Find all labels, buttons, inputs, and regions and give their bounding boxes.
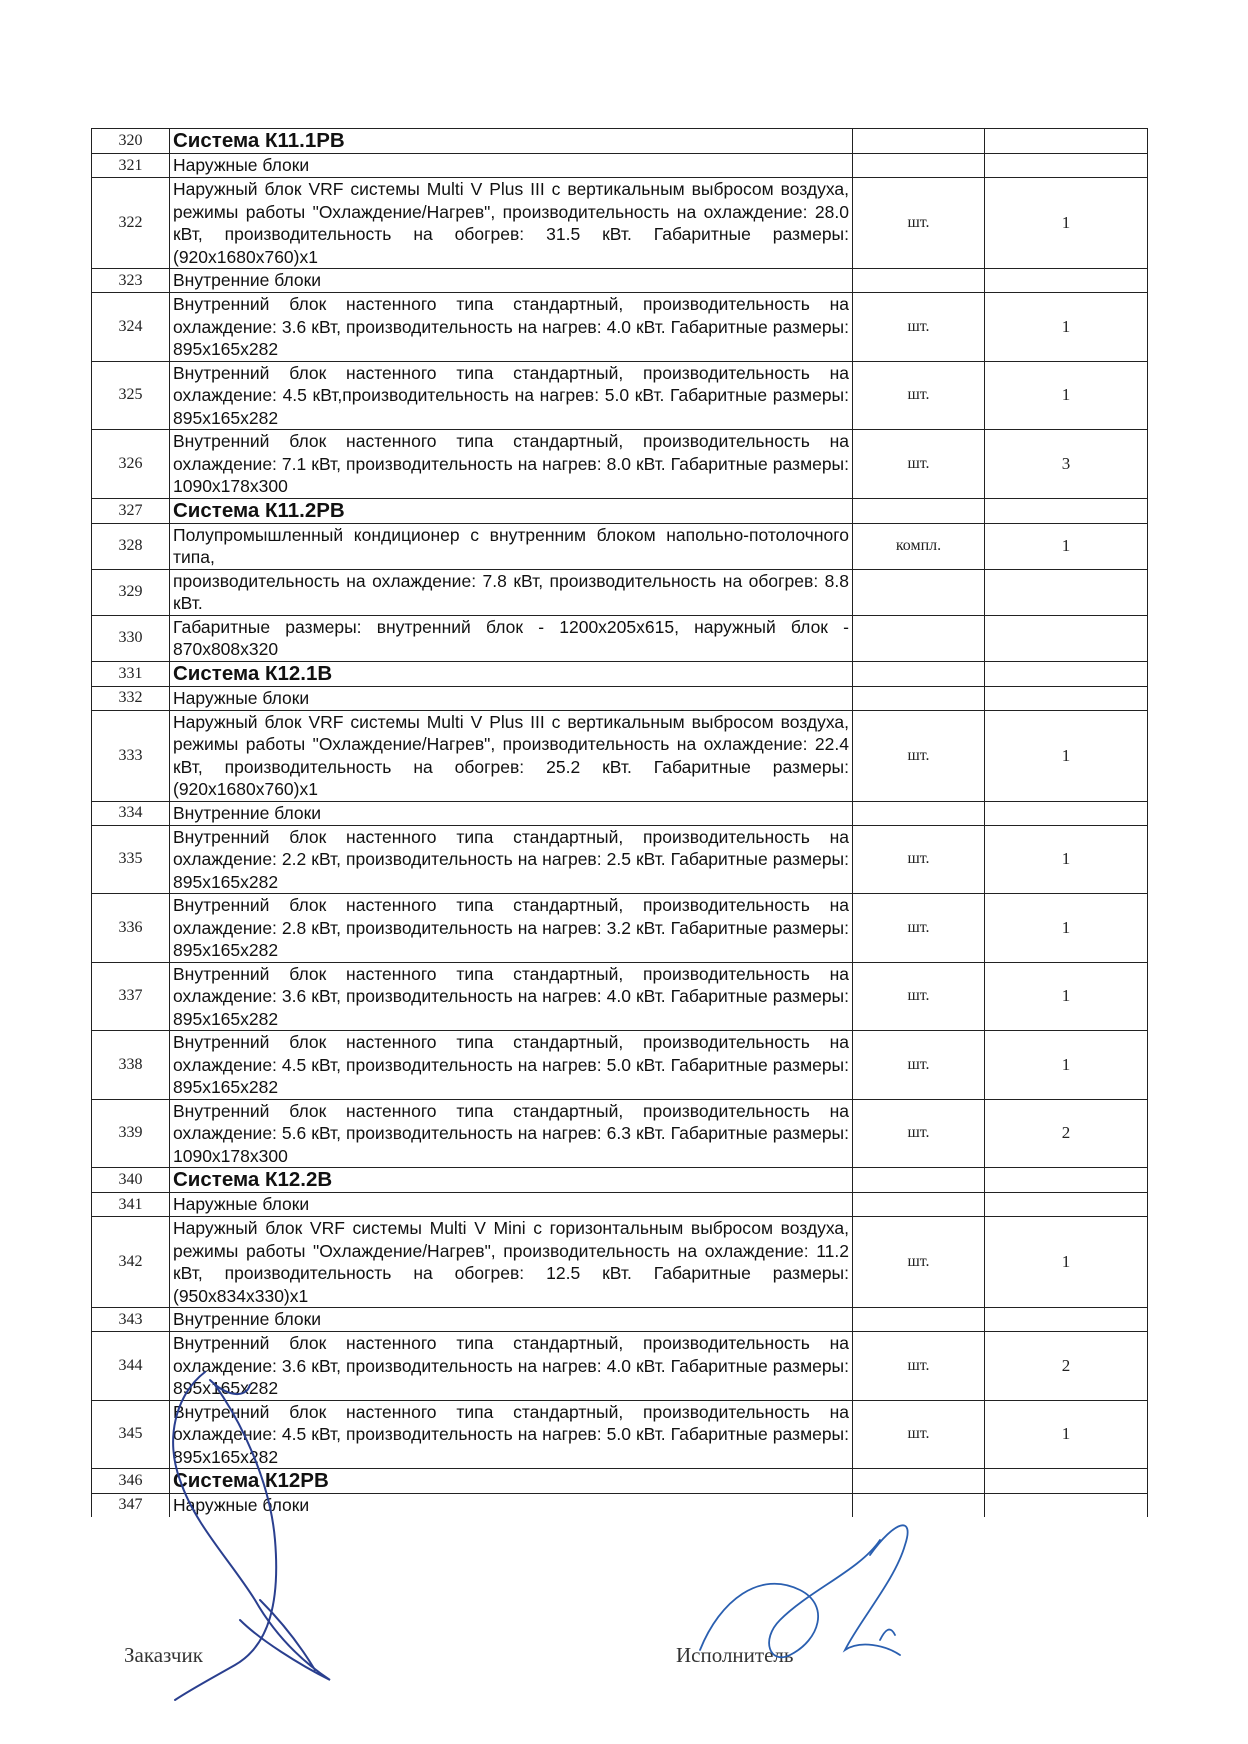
row-number: 331 bbox=[92, 661, 170, 686]
customer-signature-label: Заказчик bbox=[124, 1643, 203, 1667]
quantity-cell bbox=[985, 1469, 1148, 1494]
quantity-cell: 1 bbox=[985, 710, 1148, 801]
group-label: Внутренние блоки bbox=[170, 801, 853, 825]
unit-cell bbox=[853, 1494, 985, 1517]
unit-cell: шт. bbox=[853, 361, 985, 430]
quantity-cell bbox=[985, 615, 1148, 661]
quantity-cell: 3 bbox=[985, 430, 1148, 499]
item-description: Наружный блок VRF системы Multi V Mini с горизонтальным выбросом воздуха, режимы работы "Охлаждение/Нагрев", производительность на охлаждение: 11.2 кВт, производительность на обогрев: 12.5 кВт. Габаритные размеры: (950x834x330)x1 bbox=[170, 1217, 853, 1308]
system-heading: Система К12.2В bbox=[170, 1168, 853, 1193]
table-row bbox=[92, 615, 1148, 661]
unit-cell bbox=[853, 1308, 985, 1332]
quantity-cell: 1 bbox=[985, 1400, 1148, 1469]
unit-cell bbox=[853, 1168, 985, 1193]
row-number: 329 bbox=[92, 569, 170, 615]
unit-cell: шт. bbox=[853, 962, 985, 1031]
row-number: 347 bbox=[92, 1494, 170, 1517]
item-description: Внутренний блок настенного типа стандартный, производительность на охлаждение: 7.1 кВт, производительность на нагрев: 8.0 кВт. Габаритные размеры: 1090x178x300 bbox=[170, 430, 853, 499]
quantity-cell: 2 bbox=[985, 1099, 1148, 1168]
row-number: 322 bbox=[92, 178, 170, 269]
item-description: Полупромышленный кондиционер с внутренним блоком напольно-потолочного типа, bbox=[170, 523, 853, 569]
system-heading: Система К11.2РВ bbox=[170, 498, 853, 523]
table-row bbox=[92, 825, 1148, 894]
table-row bbox=[92, 178, 1148, 269]
row-number: 339 bbox=[92, 1099, 170, 1168]
table-row bbox=[92, 1099, 1148, 1168]
quantity-cell bbox=[985, 129, 1148, 154]
quantity-cell bbox=[985, 569, 1148, 615]
row-number: 335 bbox=[92, 825, 170, 894]
table-row bbox=[92, 269, 1148, 293]
item-description: Внутренний блок настенного типа стандартный, производительность на охлаждение: 3.6 кВт, производительность на нагрев: 4.0 кВт. Габаритные размеры: 895x165x282 bbox=[170, 1332, 853, 1401]
quantity-cell: 2 bbox=[985, 1332, 1148, 1401]
contractor-signature-label: Исполнитель bbox=[676, 1643, 794, 1667]
item-description: Внутренний блок настенного типа стандартный, производительность на охлаждение: 4.5 кВт, производительность на нагрев: 5.0 кВт. Габаритные размеры: 895x165x282 bbox=[170, 1400, 853, 1469]
system-heading: Система К12.1В bbox=[170, 661, 853, 686]
group-label: Наружные блоки bbox=[170, 154, 853, 178]
unit-cell: шт. bbox=[853, 1099, 985, 1168]
system-heading: Система К11.1РВ bbox=[170, 129, 853, 154]
quantity-cell bbox=[985, 269, 1148, 293]
quantity-cell: 1 bbox=[985, 894, 1148, 963]
row-number: 330 bbox=[92, 615, 170, 661]
row-number: 332 bbox=[92, 686, 170, 710]
row-number: 324 bbox=[92, 293, 170, 362]
table-row bbox=[92, 894, 1148, 963]
specification-table bbox=[91, 128, 1148, 1517]
table-row bbox=[92, 1494, 1148, 1517]
quantity-cell bbox=[985, 1193, 1148, 1217]
quantity-cell bbox=[985, 1308, 1148, 1332]
quantity-cell bbox=[985, 1168, 1148, 1193]
unit-cell: шт. bbox=[853, 430, 985, 499]
table-row bbox=[92, 523, 1148, 569]
row-number: 321 bbox=[92, 154, 170, 178]
item-description: Внутренний блок настенного типа стандартный, производительность на охлаждение: 4.5 кВт,производительность на нагрев: 5.0 кВт. Габаритные размеры: 895x165x282 bbox=[170, 361, 853, 430]
quantity-cell bbox=[985, 498, 1148, 523]
item-description: Внутренний блок настенного типа стандартный, производительность на охлаждение: 2.8 кВт, производительность на нагрев: 3.2 кВт. Габаритные размеры: 895x165x282 bbox=[170, 894, 853, 963]
quantity-cell: 1 bbox=[985, 1217, 1148, 1308]
table-row bbox=[92, 498, 1148, 523]
table-row bbox=[92, 686, 1148, 710]
row-number: 336 bbox=[92, 894, 170, 963]
unit-cell: шт. bbox=[853, 1400, 985, 1469]
table-row bbox=[92, 430, 1148, 499]
unit-cell bbox=[853, 569, 985, 615]
item-description: Внутренний блок настенного типа стандартный, производительность на охлаждение: 2.2 кВт, производительность на нагрев: 2.5 кВт. Габаритные размеры: 895x165x282 bbox=[170, 825, 853, 894]
table-row bbox=[92, 361, 1148, 430]
table-row bbox=[92, 1469, 1148, 1494]
item-description: Габаритные размеры: внутренний блок - 1200x205x615, наружный блок - 870x808x320 bbox=[170, 615, 853, 661]
unit-cell bbox=[853, 686, 985, 710]
row-number: 325 bbox=[92, 361, 170, 430]
row-number: 346 bbox=[92, 1469, 170, 1494]
quantity-cell bbox=[985, 686, 1148, 710]
row-number: 342 bbox=[92, 1217, 170, 1308]
quantity-cell bbox=[985, 661, 1148, 686]
row-number: 333 bbox=[92, 710, 170, 801]
table-row bbox=[92, 1193, 1148, 1217]
unit-cell bbox=[853, 154, 985, 178]
unit-cell: шт. bbox=[853, 710, 985, 801]
unit-cell: компл. bbox=[853, 523, 985, 569]
item-description: Внутренний блок настенного типа стандартный, производительность на охлаждение: 3.6 кВт, производительность на нагрев: 4.0 кВт. Габаритные размеры: 895x165x282 bbox=[170, 293, 853, 362]
system-heading: Система К12РВ bbox=[170, 1469, 853, 1494]
table-row bbox=[92, 710, 1148, 801]
row-number: 323 bbox=[92, 269, 170, 293]
unit-cell bbox=[853, 129, 985, 154]
unit-cell: шт. bbox=[853, 293, 985, 362]
item-description: Наружный блок VRF системы Multi V Plus III с вертикальным выбросом воздуха, режимы работы "Охлаждение/Нагрев", производительность на охлаждение: 22.4 кВт, производительность на обогрев: 25.2 кВт. Габаритные размеры: (920x1680x760)x1 bbox=[170, 710, 853, 801]
table-row bbox=[92, 154, 1148, 178]
table-row bbox=[92, 1400, 1148, 1469]
row-number: 337 bbox=[92, 962, 170, 1031]
table-row bbox=[92, 1217, 1148, 1308]
unit-cell bbox=[853, 661, 985, 686]
quantity-cell bbox=[985, 801, 1148, 825]
row-number: 343 bbox=[92, 1308, 170, 1332]
table-row bbox=[92, 1308, 1148, 1332]
group-label: Наружные блоки bbox=[170, 1193, 853, 1217]
quantity-cell: 1 bbox=[985, 361, 1148, 430]
row-number: 341 bbox=[92, 1193, 170, 1217]
table-row bbox=[92, 293, 1148, 362]
quantity-cell: 1 bbox=[985, 1031, 1148, 1100]
group-label: Внутренние блоки bbox=[170, 269, 853, 293]
row-number: 340 bbox=[92, 1168, 170, 1193]
item-description: производительность на охлаждение: 7.8 кВт, производительность на обогрев: 8.8 кВт. bbox=[170, 569, 853, 615]
group-label: Внутренние блоки bbox=[170, 1308, 853, 1332]
quantity-cell: 1 bbox=[985, 293, 1148, 362]
row-number: 334 bbox=[92, 801, 170, 825]
group-label: Наружные блоки bbox=[170, 1494, 853, 1517]
unit-cell bbox=[853, 1469, 985, 1494]
unit-cell bbox=[853, 1193, 985, 1217]
table-row bbox=[92, 1168, 1148, 1193]
quantity-cell bbox=[985, 1494, 1148, 1517]
row-number: 320 bbox=[92, 129, 170, 154]
quantity-cell: 1 bbox=[985, 523, 1148, 569]
unit-cell bbox=[853, 498, 985, 523]
unit-cell: шт. bbox=[853, 1217, 985, 1308]
table-row bbox=[92, 1031, 1148, 1100]
table-row bbox=[92, 1332, 1148, 1401]
table-row bbox=[92, 801, 1148, 825]
item-description: Наружный блок VRF системы Multi V Plus III с вертикальным выбросом воздуха, режимы работы "Охлаждение/Нагрев", производительность на охлаждение: 28.0 кВт, производительность на обогрев: 31.5 кВт. Габаритные размеры: (920x1680x760)x1 bbox=[170, 178, 853, 269]
item-description: Внутренний блок настенного типа стандартный, производительность на охлаждение: 5.6 кВт, производительность на нагрев: 6.3 кВт. Габаритные размеры: 1090x178x300 bbox=[170, 1099, 853, 1168]
row-number: 344 bbox=[92, 1332, 170, 1401]
row-number: 327 bbox=[92, 498, 170, 523]
row-number: 328 bbox=[92, 523, 170, 569]
table-row bbox=[92, 129, 1148, 154]
quantity-cell: 1 bbox=[985, 825, 1148, 894]
unit-cell bbox=[853, 801, 985, 825]
unit-cell: шт. bbox=[853, 178, 985, 269]
row-number: 345 bbox=[92, 1400, 170, 1469]
table-row bbox=[92, 569, 1148, 615]
quantity-cell: 1 bbox=[985, 962, 1148, 1031]
unit-cell bbox=[853, 615, 985, 661]
unit-cell bbox=[853, 269, 985, 293]
unit-cell: шт. bbox=[853, 825, 985, 894]
row-number: 338 bbox=[92, 1031, 170, 1100]
item-description: Внутренний блок настенного типа стандартный, производительность на охлаждение: 3.6 кВт, производительность на нагрев: 4.0 кВт. Габаритные размеры: 895x165x282 bbox=[170, 962, 853, 1031]
contractor-signature bbox=[700, 1525, 908, 1657]
group-label: Наружные блоки bbox=[170, 686, 853, 710]
unit-cell: шт. bbox=[853, 1031, 985, 1100]
table-row bbox=[92, 661, 1148, 686]
table-row bbox=[92, 962, 1148, 1031]
quantity-cell bbox=[985, 154, 1148, 178]
unit-cell: шт. bbox=[853, 894, 985, 963]
quantity-cell: 1 bbox=[985, 178, 1148, 269]
unit-cell: шт. bbox=[853, 1332, 985, 1401]
item-description: Внутренний блок настенного типа стандартный, производительность на охлаждение: 4.5 кВт, производительность на нагрев: 5.0 кВт. Габаритные размеры: 895x165x282 bbox=[170, 1031, 853, 1100]
row-number: 326 bbox=[92, 430, 170, 499]
